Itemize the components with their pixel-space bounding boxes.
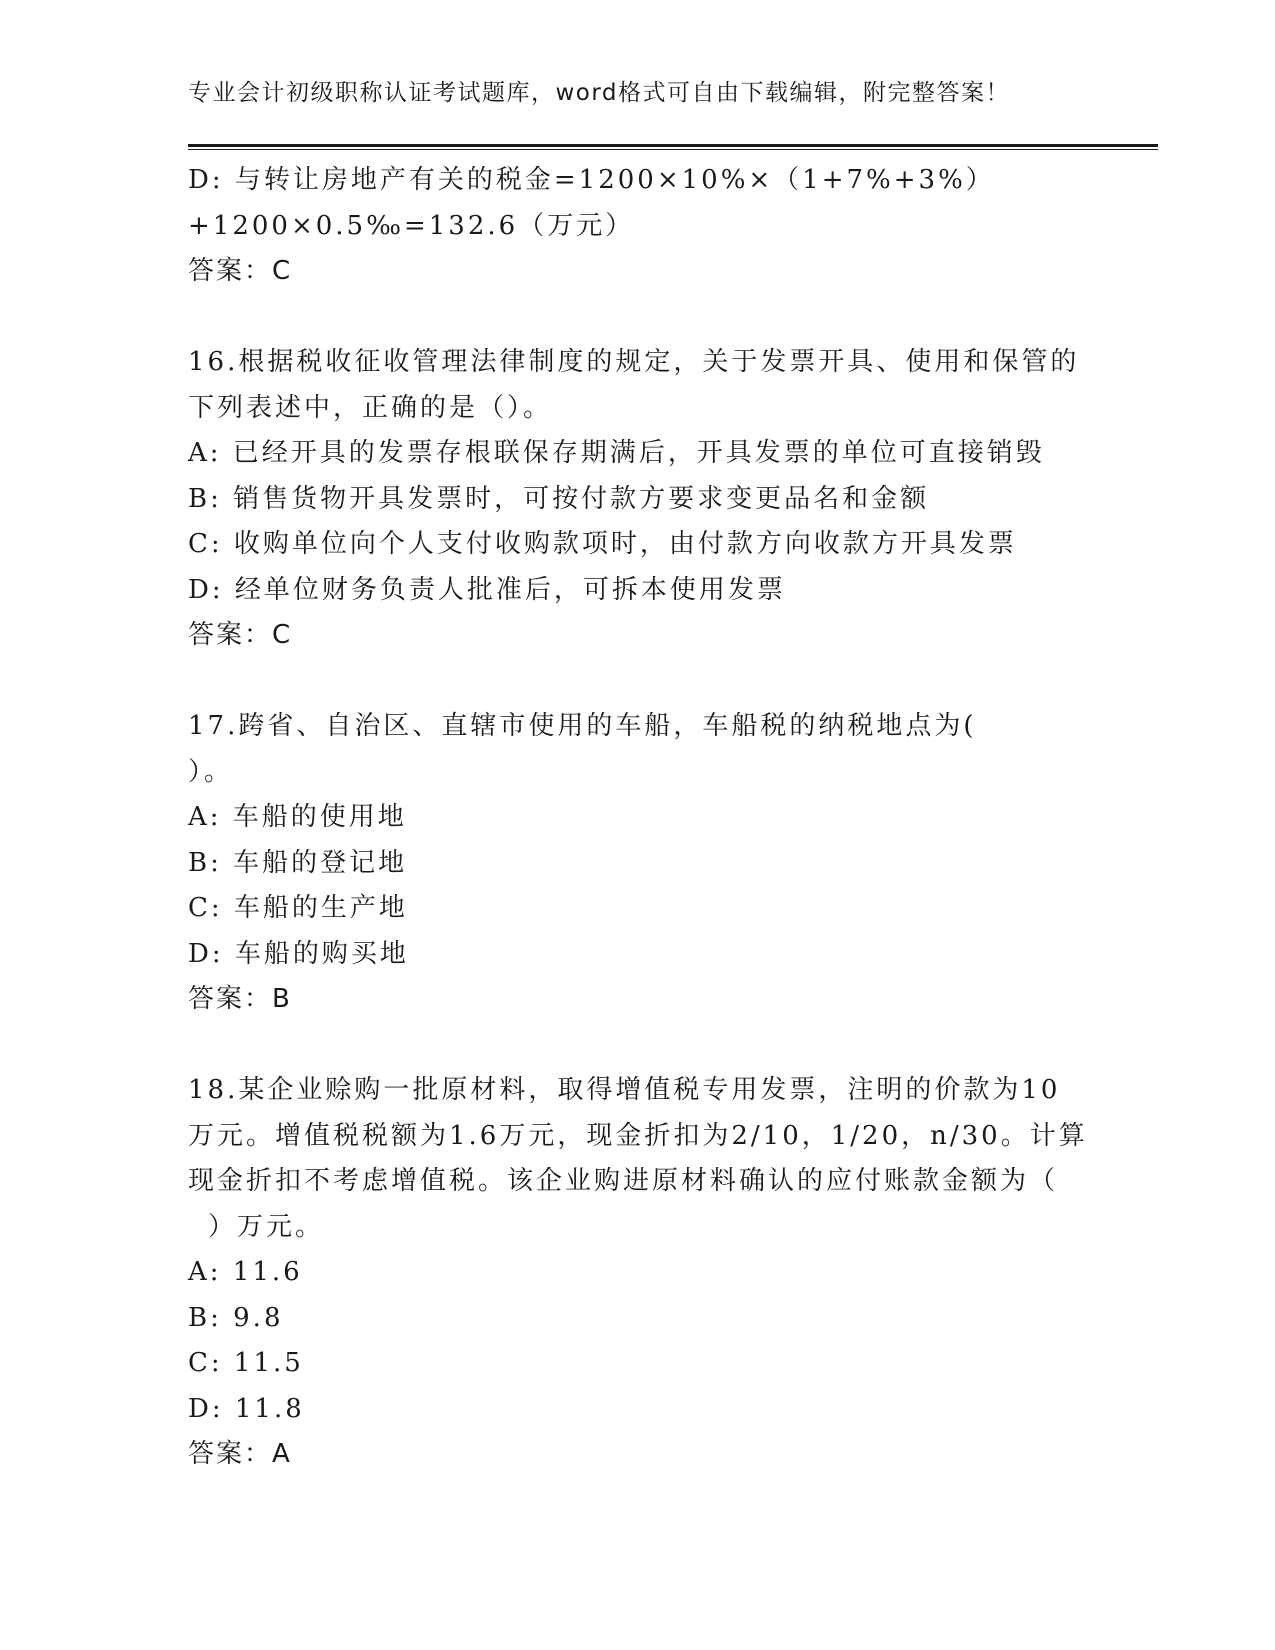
question-stem-continued: ）万元。 [208, 1211, 325, 1242]
question-16 [188, 340, 1088, 659]
question-stem-continued: 下列表述中，正确的是（）。 [188, 392, 553, 423]
option-c: C: 收购单位向个人支付收购款项时，由付款方向收款方开具发票 [188, 529, 1017, 559]
option-c: C: 车船的生产地 [188, 893, 408, 923]
question-stem-continued: 万元。增值税税额为1.6万元，现金折扣为2/10，1/20，n/30。计算 [188, 1120, 1088, 1151]
question-18 [188, 1068, 1088, 1478]
answer: 答案：B [188, 984, 292, 1014]
spacer [188, 1023, 1088, 1069]
question-17 [188, 704, 1088, 1023]
question-15 [188, 158, 1088, 295]
question-stem: 18.某企业赊购一批原材料，取得增值税专用发票，注明的价款为10 [188, 1075, 1061, 1105]
option-b: B: 车船的登记地 [188, 847, 408, 878]
option-d: D: 车船的购买地 [188, 938, 409, 969]
option-a: A: 车船的使用地 [188, 802, 407, 832]
document-body [188, 158, 1088, 1478]
answer: 答案：A [188, 1439, 292, 1469]
option-d: D: 经单位财务负责人批准后，可拆本使用发票 [188, 574, 786, 605]
option-a: A: 已经开具的发票存根联保存期满后，开具发票的单位可直接销毁 [188, 438, 1045, 468]
option-d-continued: +1200×0.5‰=132.6（万元） [188, 210, 635, 241]
option-a: A: 11.6 [188, 1257, 303, 1287]
option-d: D: 与转让房地产有关的税金=1200×10%×（1+7%+3%） [188, 165, 995, 195]
option-d: D: 11.8 [188, 1393, 305, 1424]
question-stem-continued: 现金折扣不考虑增值税。该企业购进原材料确认的应付账款金额为（ [188, 1166, 1059, 1196]
option-b: B: 9.8 [188, 1302, 284, 1333]
question-stem: 16.根据税收征收管理法律制度的规定，关于发票开具、使用和保管的 [188, 347, 1080, 377]
question-stem: 17.跨省、自治区、直辖市使用的车船，车船税的纳税地点为( [188, 711, 977, 741]
answer: 答案：C [188, 620, 293, 650]
header-divider [188, 144, 1158, 150]
option-c: C: 11.5 [188, 1348, 304, 1378]
question-stem-continued: ）。 [188, 756, 234, 787]
option-b: B: 销售货物开具发票时，可按付款方要求变更品名和金额 [188, 483, 930, 514]
spacer [188, 659, 1088, 705]
page-header: 专业会计初级职称认证考试题库，word格式可自由下载编辑，附完整答案！ [188, 80, 1011, 106]
answer: 答案：C [188, 256, 293, 286]
spacer [188, 295, 1088, 341]
